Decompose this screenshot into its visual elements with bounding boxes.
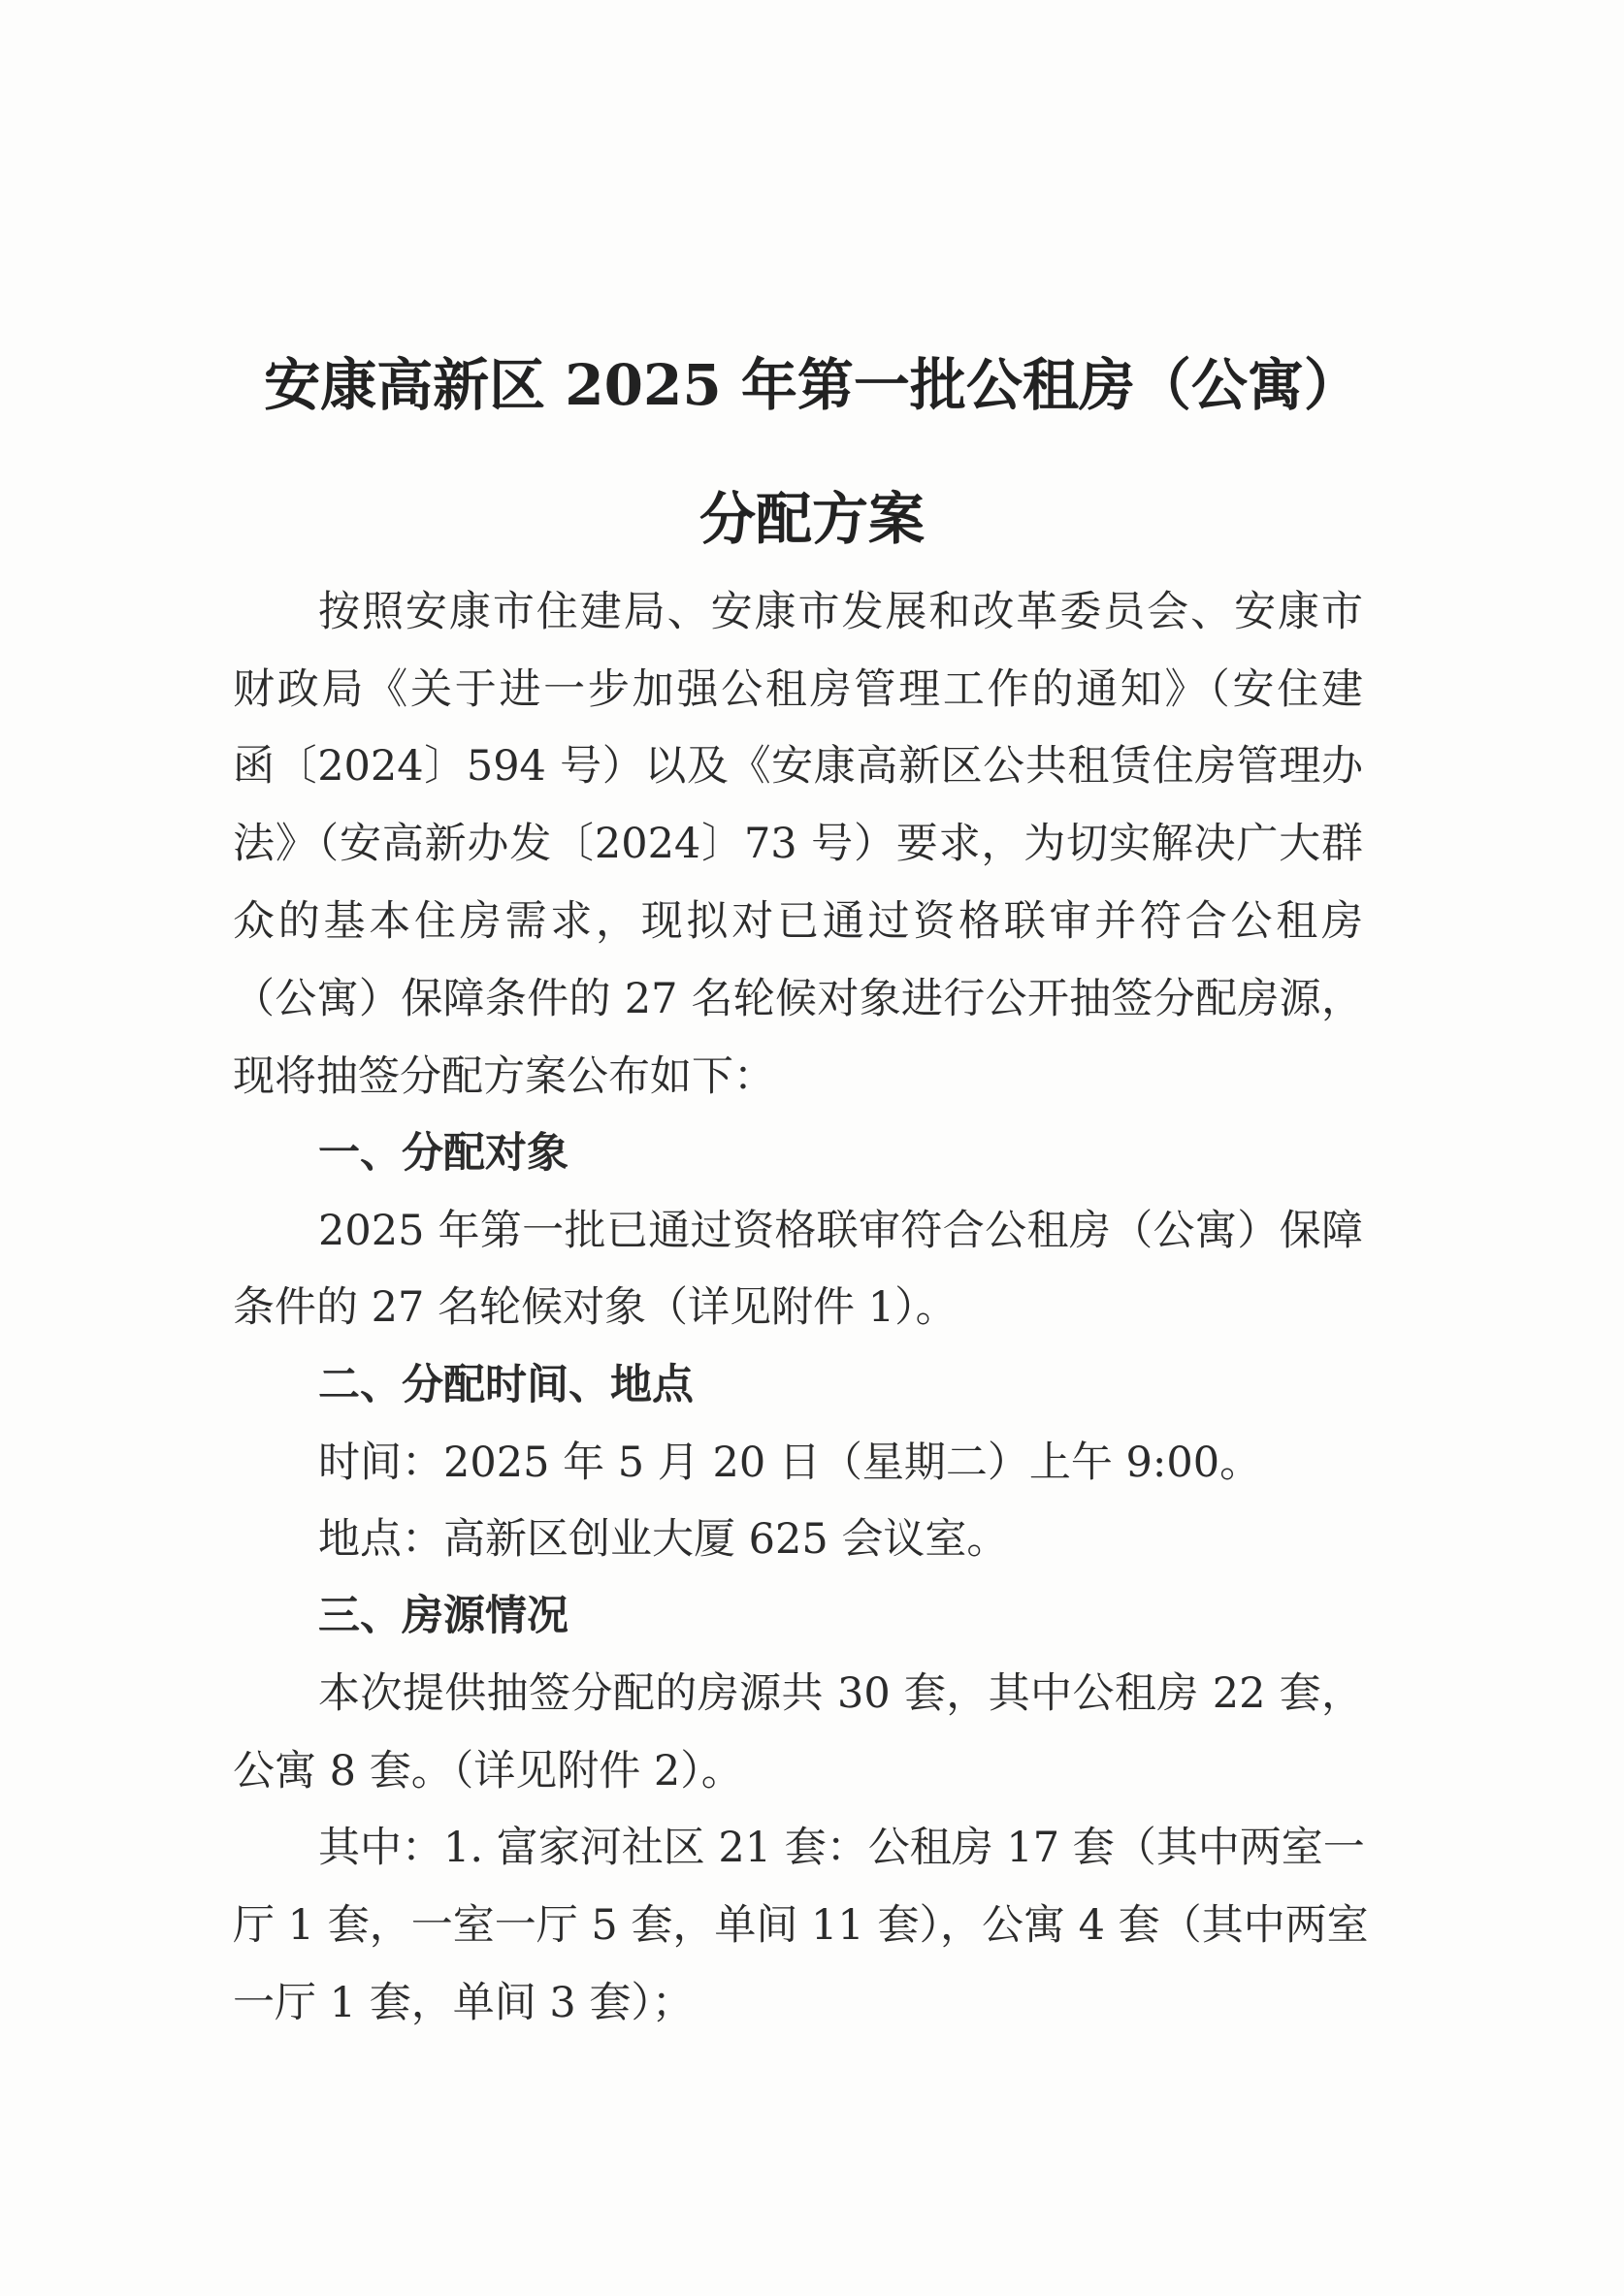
section-3-line: 本次提供抽签分配的房源共 30 套，其中公租房 22 套，	[318, 1669, 1363, 1718]
section-1-line: 2025 年第一批已通过资格联审符合公租房（公寓）保障	[318, 1207, 1363, 1255]
allocation-time: 时间：2025 年 5 月 20 日（星期二）上午 9:00。	[318, 1439, 1262, 1487]
section-heading-recipients: 一、分配对象	[318, 1129, 568, 1178]
section-3-detail-line: 一厅 1 套，单间 3 套）；	[233, 1979, 694, 2027]
intro-line: 财政局《关于进一步加强公租房管理工作的通知》（安住建	[233, 665, 1363, 714]
intro-line: 按照安康市住建局、安康市发展和改革委员会、安康市	[318, 588, 1363, 636]
intro-line: 法》（安高新办发〔2024〕73 号）要求，为切实解决广大群	[233, 820, 1363, 868]
intro-line: （公寓）保障条件的 27 名轮候对象进行公开抽签分配房源，	[233, 975, 1363, 1023]
intro-line: 现将抽签分配方案公布如下：	[233, 1052, 775, 1101]
section-heading-housing: 三、房源情况	[318, 1592, 568, 1640]
document-title: 安康高新区 2025 年第一批公租房（公寓）	[264, 352, 1360, 418]
allocation-place: 地点：高新区创业大厦 625 会议室。	[318, 1515, 1009, 1564]
section-3-line: 公寓 8 套。（详见附件 2）。	[233, 1747, 743, 1795]
section-heading-time-place: 二、分配时间、地点	[318, 1361, 694, 1409]
document-subtitle: 分配方案	[698, 486, 925, 552]
section-3-detail-line: 厅 1 套，一室一厅 5 套，单间 11 套），公寓 4 套（其中两室	[233, 1901, 1369, 1950]
section-3-detail-line: 其中：1. 富家河社区 21 套：公租房 17 套（其中两室一	[318, 1824, 1365, 1872]
section-1-line: 条件的 27 名轮候对象（详见附件 1）。	[233, 1283, 958, 1332]
intro-line: 众的基本住房需求，现拟对已通过资格联审并符合公租房	[233, 897, 1363, 946]
intro-line: 函〔2024〕594 号）以及《安康高新区公共租赁住房管理办	[233, 742, 1363, 791]
